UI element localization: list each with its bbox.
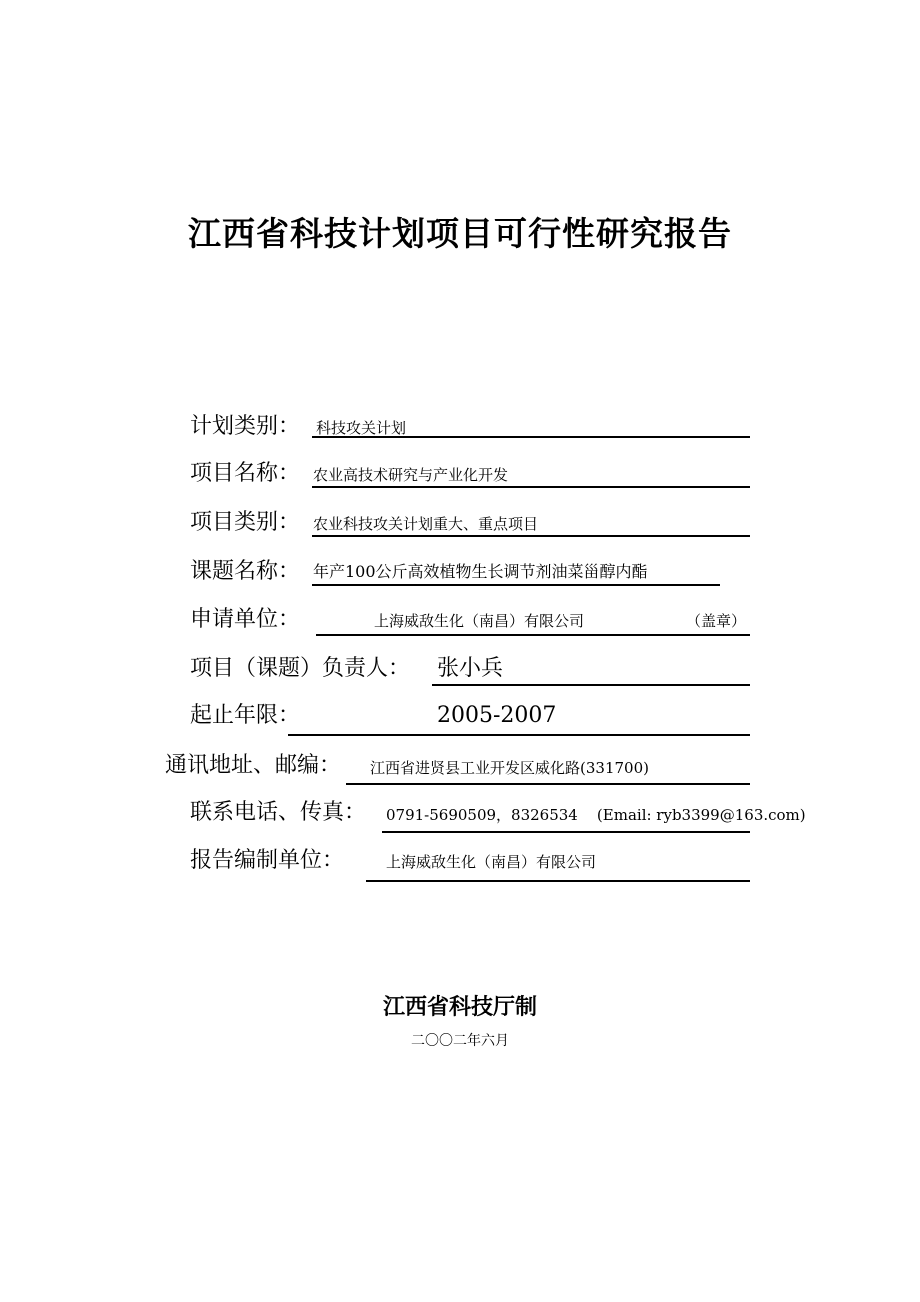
report-title: 江西省科技计划项目可行性研究报告	[188, 214, 732, 253]
issuing-organization: 江西省科技厅制	[382, 995, 537, 1020]
prepared-by-label: 报告编制单位：	[190, 848, 345, 873]
plan-category-underline	[312, 436, 750, 438]
leader-underline	[432, 684, 750, 686]
period-underline	[288, 734, 750, 736]
plan-category-value: 科技攻关计划	[316, 419, 407, 437]
project-name-underline	[312, 486, 750, 488]
leader-value: 张小兵	[437, 656, 504, 681]
prepared-by-underline	[366, 880, 750, 882]
phone-label: 联系电话、传真：	[190, 800, 367, 825]
phone-underline	[382, 831, 750, 833]
address-label: 通讯地址、邮编：	[165, 753, 342, 778]
applicant-underline	[316, 634, 750, 636]
plan-category-label: 计划类别：	[190, 414, 301, 439]
topic-name-label: 课题名称：	[190, 559, 301, 584]
phone-value: 0791-5690509，8326534 (Email: ryb3399@163.com)	[386, 806, 806, 824]
project-category-value: 农业科技攻关计划重大、重点项目	[313, 515, 539, 533]
stamp-note: （盖章）	[686, 612, 747, 630]
project-category-underline	[312, 535, 750, 537]
leader-label: 项目（课题）负责人：	[190, 656, 411, 681]
applicant-label: 申请单位：	[190, 607, 301, 632]
project-category-label: 项目类别：	[190, 510, 301, 535]
issue-date: 二〇〇二年六月	[411, 1033, 509, 1049]
project-name-value: 农业高技术研究与产业化开发	[313, 466, 509, 484]
topic-name-value: 年产100公斤高效植物生长调节剂油菜甾醇内酯	[313, 562, 648, 581]
period-value: 2005-2007	[437, 703, 557, 728]
project-name-label: 项目名称：	[190, 461, 301, 486]
address-underline	[346, 783, 750, 785]
topic-name-underline	[312, 584, 720, 586]
applicant-value: 上海威敌生化（南昌）有限公司	[374, 612, 585, 630]
period-label: 起止年限：	[190, 703, 301, 728]
prepared-by-value: 上海威敌生化（南昌）有限公司	[386, 853, 597, 871]
address-value: 江西省进贤县工业开发区威化路(331700)	[370, 759, 649, 777]
